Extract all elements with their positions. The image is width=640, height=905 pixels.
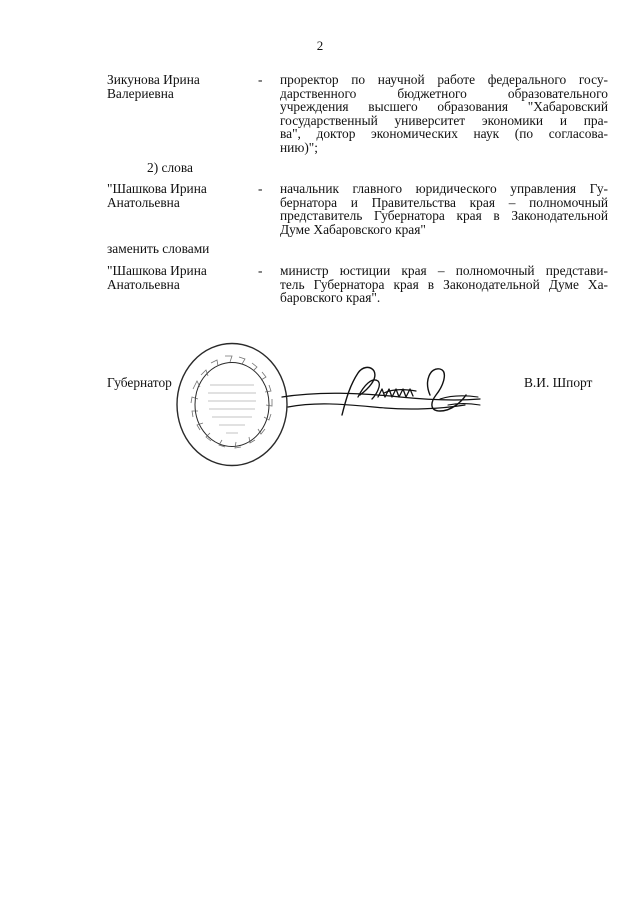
- position-description: министр юстиции края – полномочный представи- тель Губернатора края в Законодательной Думе Ха- баровского края".: [280, 263, 608, 305]
- signatory-title: Губернатор: [107, 375, 172, 390]
- person-name: "Шашкова Ирина Анатольевна: [107, 181, 207, 210]
- item-label: 2) слова: [147, 160, 193, 175]
- replace-label: заменить словами: [107, 241, 210, 256]
- signatory-name: В.И. Шпорт: [524, 375, 593, 390]
- entry-dash: -: [258, 181, 263, 196]
- person-name: "Шашкова Ирина Анатольевна: [107, 263, 207, 292]
- position-description: начальник главного юридического управления Гу- бернатора и Правительства края – полномочный представитель Губернатора края в Законодательной Думе Хабаровского края": [280, 181, 608, 237]
- position-description: проректор по научной работе федерального госу- дарственного бюджетного образовательного учреждения высшего образования "Хабаровский государственный университет экономики и пра- ва", доктор экономических наук (по согласова- нию)";: [280, 72, 608, 155]
- person-name: Зикунова Ирина Валериевна: [107, 72, 200, 101]
- entry-dash: -: [258, 72, 263, 87]
- handwritten-signature: [280, 355, 490, 435]
- entry-dash: -: [258, 263, 263, 278]
- page-number: 2: [316, 38, 324, 53]
- official-seal-stamp: [175, 341, 289, 468]
